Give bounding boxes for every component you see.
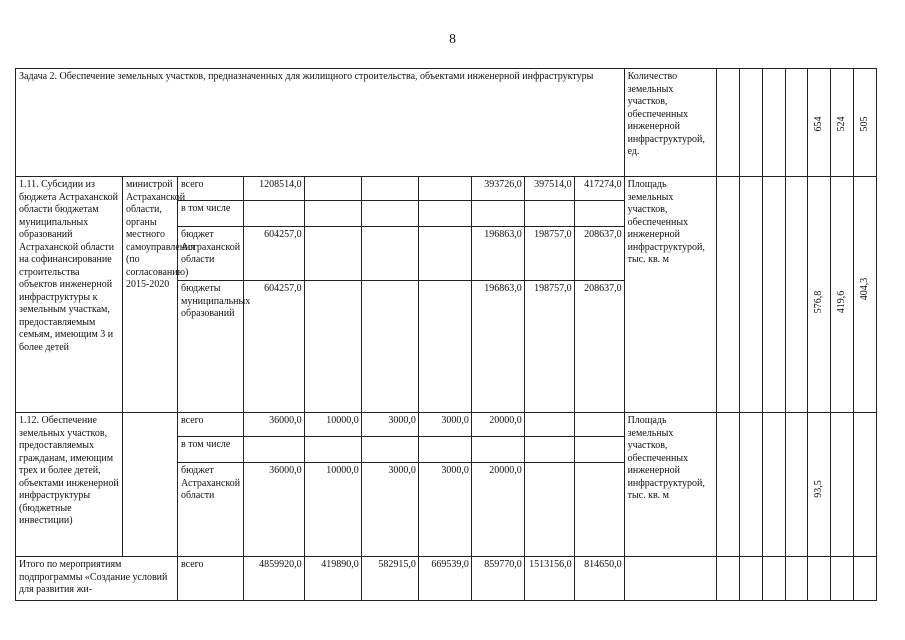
row111-name: 1.11. Субсидии из бюджета Астраханской области бюджетам муниципальных образований Астраханской области на софинансирование строительства объектов инженерной инфраструктуры к земельным участкам, предоставляемым семьям, имеющим 3 и более детей — [16, 177, 123, 413]
row111-value-2: 419,6 — [835, 290, 847, 314]
row112-value: 93,5 — [813, 480, 825, 498]
page-number: 8 — [449, 32, 456, 47]
row111-value-3: 404,3 — [858, 277, 870, 301]
table-row: в том числе — [16, 201, 877, 227]
total-row: Итого по мероприятиям подпрограммы «Создание условий для развития жи- всего 4859920,0 419890,0 582915,0 669539,0 859770,0 1513156,0 814650,0 — [16, 557, 877, 601]
table-row: бюджеты муниципальных образований 604257,0 196863,0 198757,0 208637,0 — [16, 281, 877, 413]
total-name: Итого по мероприятиям подпрограммы «Создание условий для развития жи- — [16, 557, 178, 601]
task2-value-1: 654 — [813, 116, 825, 132]
program-table — [15, 68, 877, 601]
table-row: 1.11. Субсидии из бюджета Астраханской области бюджетам муниципальных образований Астраханской области на софинансирование строительства объектов инженерной инфраструктуры к земельным участкам, предоставляемым семьям, имеющим 3 и более детей министрой Астраханской области, органы местного самоуправления (по согласованию) 2015-2020 всего 1208514,0 393726,0 397514,0 417274,0 Площадь земельных участков, обеспеченных инженерной инфраструктурой, тыс. кв. м 576,8 419,6 404,3 — [16, 177, 877, 201]
row112-name: 1.12. Обеспечение земельных участков, предоставляемых гражданам, имеющим трех и более детей, объектами инженерной инфраструктуры (бюджетные инвестиции) — [16, 413, 123, 557]
row111-executor: министрой Астраханской области, органы местного самоуправления (по согласованию) 2015-2020 — [122, 177, 177, 413]
table-row: в том числе — [16, 437, 877, 463]
row111-value-1: 576,8 — [813, 290, 825, 314]
task2-value-2: 524 — [835, 116, 847, 132]
task2-indicator: Количество земельных участков, обеспеченных инженерной инфраструктурой, ед. — [624, 69, 716, 177]
task2-title: Задача 2. Обеспечение земельных участков, предназначенных для жилищного строительства, объектами инженерной инфраструктуры — [16, 69, 625, 177]
table-row: бюджет Астраханской области 36000,0 10000,0 3000,0 3000,0 20000,0 — [16, 463, 877, 557]
task2-row — [16, 69, 877, 177]
table-row: бюджет Астраханской области 604257,0 196863,0 198757,0 208637,0 — [16, 227, 877, 281]
row112-indicator: Площадь земельных участков, обеспеченных инженерной инфраструктурой, тыс. кв. м — [624, 413, 716, 557]
table-row: 1.12. Обеспечение земельных участков, предоставляемых гражданам, имеющим трех и более детей, объектами инженерной инфраструктуры (бюджетные инвестиции) всего 36000,0 10000,0 3000,0 3000,0 20000,0 Площадь земельных участков, обеспеченных инженерной инфраструктурой, тыс. кв. м 93,5 — [16, 413, 877, 437]
row111-indicator: Площадь земельных участков, обеспеченных инженерной инфраструктурой, тыс. кв. м — [624, 177, 716, 413]
task2-value-3: 505 — [858, 116, 870, 132]
